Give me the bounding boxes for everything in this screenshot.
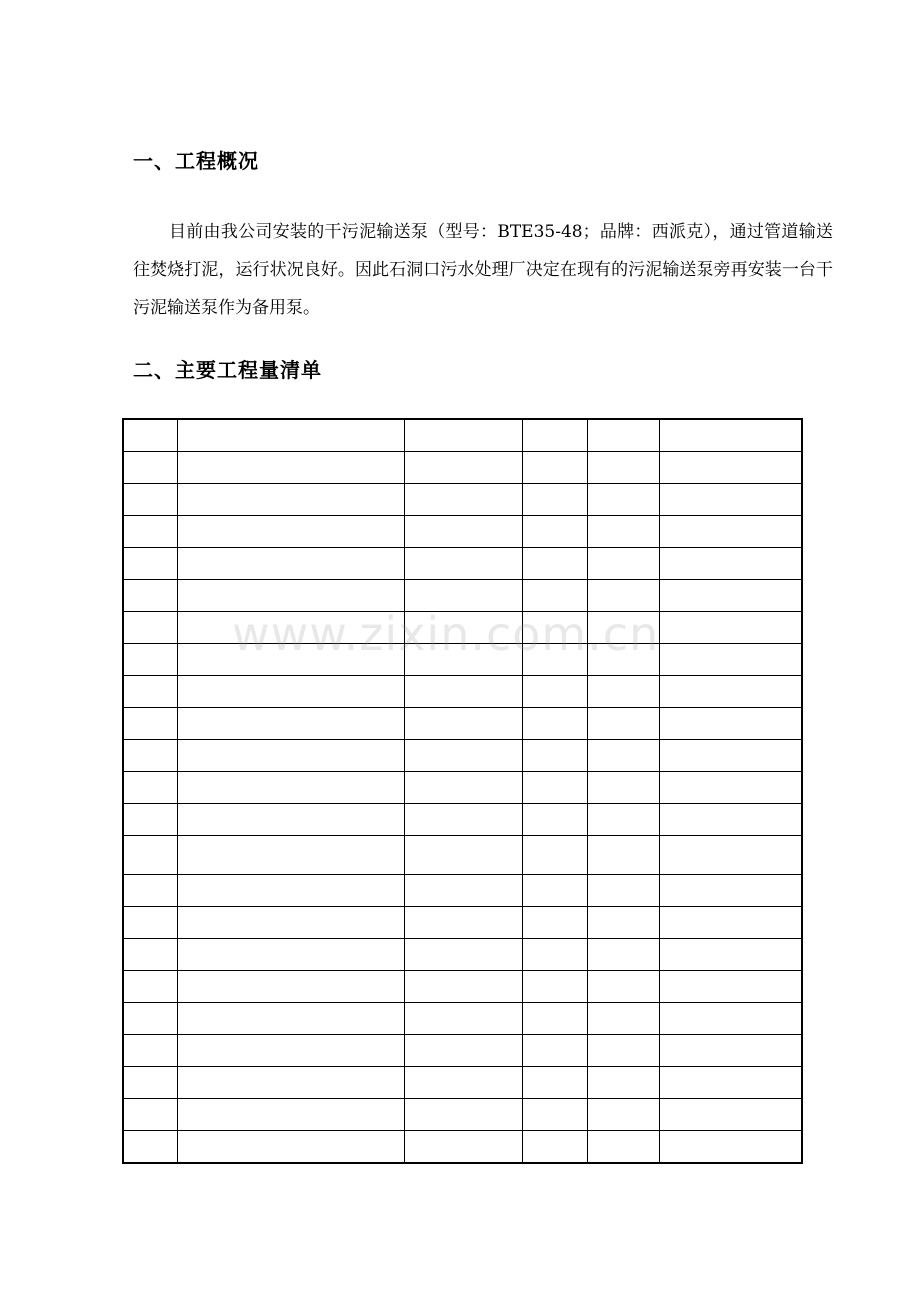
table-cell <box>177 484 404 516</box>
table-cell <box>587 676 659 708</box>
table-cell <box>522 548 587 580</box>
table-cell <box>404 971 522 1003</box>
table-cell <box>404 939 522 971</box>
table-cell <box>404 612 522 644</box>
table-cell <box>522 1099 587 1131</box>
table-cell <box>659 1099 802 1131</box>
table-cell <box>522 1131 587 1164</box>
table-cell <box>177 708 404 740</box>
table-cell <box>587 516 659 548</box>
table-cell <box>177 804 404 836</box>
table-row <box>123 419 802 452</box>
table-cell <box>659 676 802 708</box>
table-row <box>123 1067 802 1099</box>
table-cell <box>659 612 802 644</box>
table-cell <box>123 452 177 484</box>
table-cell <box>587 836 659 875</box>
table-cell <box>522 452 587 484</box>
table-cell <box>587 419 659 452</box>
table-cell <box>123 676 177 708</box>
table-cell <box>404 419 522 452</box>
table-cell <box>587 1003 659 1035</box>
table-cell <box>587 804 659 836</box>
table-row <box>123 548 802 580</box>
table-cell <box>123 548 177 580</box>
table-row <box>123 907 802 939</box>
table-cell <box>404 708 522 740</box>
table-cell <box>404 1035 522 1067</box>
table-cell <box>123 1003 177 1035</box>
table-cell <box>123 804 177 836</box>
table-cell <box>123 740 177 772</box>
table-cell <box>123 612 177 644</box>
table-cell <box>659 516 802 548</box>
table-row <box>123 516 802 548</box>
table-cell <box>123 644 177 676</box>
table-cell <box>123 708 177 740</box>
table-cell <box>123 580 177 612</box>
table-cell <box>177 1131 404 1164</box>
table-cell <box>522 612 587 644</box>
table-cell <box>522 907 587 939</box>
table-cell <box>587 939 659 971</box>
table-cell <box>177 971 404 1003</box>
table-row <box>123 804 802 836</box>
table-cell <box>177 548 404 580</box>
table-cell <box>123 971 177 1003</box>
table-cell <box>123 1067 177 1099</box>
table-cell <box>177 612 404 644</box>
table-cell <box>587 875 659 907</box>
table-cell <box>587 708 659 740</box>
table-cell <box>522 644 587 676</box>
table-cell <box>659 644 802 676</box>
table-row <box>123 580 802 612</box>
table-cell <box>177 1099 404 1131</box>
table-cell <box>659 484 802 516</box>
table-cell <box>123 516 177 548</box>
table-cell <box>177 419 404 452</box>
table-cell <box>177 516 404 548</box>
table-cell <box>177 907 404 939</box>
table-cell <box>659 971 802 1003</box>
table-cell <box>522 708 587 740</box>
table-cell <box>404 740 522 772</box>
table-cell <box>522 939 587 971</box>
table-cell <box>404 1067 522 1099</box>
table-cell <box>522 1035 587 1067</box>
table-cell <box>522 836 587 875</box>
table-cell <box>659 708 802 740</box>
table-cell <box>404 452 522 484</box>
table-row <box>123 836 802 875</box>
table-cell <box>522 971 587 1003</box>
section-heading-overview: 一、工程概况 <box>133 149 259 173</box>
table-cell <box>123 1131 177 1164</box>
table-cell <box>177 939 404 971</box>
table-row <box>123 1035 802 1067</box>
table-cell <box>404 580 522 612</box>
table-row <box>123 939 802 971</box>
table-cell <box>659 580 802 612</box>
table-cell <box>659 1003 802 1035</box>
table-cell <box>177 676 404 708</box>
table-cell <box>587 1035 659 1067</box>
table-cell <box>522 580 587 612</box>
table-cell <box>659 1067 802 1099</box>
table-cell <box>177 1067 404 1099</box>
table-row <box>123 772 802 804</box>
table-cell <box>522 1067 587 1099</box>
table-cell <box>404 548 522 580</box>
table-cell <box>659 804 802 836</box>
table-cell <box>659 772 802 804</box>
table-cell <box>659 939 802 971</box>
table-cell <box>404 1131 522 1164</box>
table-cell <box>659 419 802 452</box>
table-cell <box>123 907 177 939</box>
table-cell <box>123 1035 177 1067</box>
table-cell <box>587 644 659 676</box>
table-row <box>123 612 802 644</box>
table-cell <box>522 676 587 708</box>
table-cell <box>123 484 177 516</box>
table-cell <box>177 836 404 875</box>
section-heading-quantity-list: 二、主要工程量清单 <box>133 358 322 382</box>
table-row <box>123 452 802 484</box>
table-cell <box>587 484 659 516</box>
table-cell <box>659 548 802 580</box>
table-cell <box>587 1131 659 1164</box>
overview-paragraph: 目前由我公司安装的干污泥输送泵（型号：BTE35-48；品牌：西派克），通过管道输送往焚烧打泥，运行状况良好。因此石洞口污水处理厂决定在现有的污泥输送泵旁再安装一台干污泥输送泵作为备用泵。 <box>133 222 833 318</box>
quantity-table <box>122 418 803 1164</box>
table-cell <box>587 452 659 484</box>
table-cell <box>177 1003 404 1035</box>
table-cell <box>123 836 177 875</box>
table-row <box>123 676 802 708</box>
table-cell <box>404 836 522 875</box>
table-cell <box>177 875 404 907</box>
table-cell <box>587 772 659 804</box>
table-cell <box>522 804 587 836</box>
table-cell <box>522 419 587 452</box>
table-cell <box>177 740 404 772</box>
table-cell <box>522 516 587 548</box>
table-cell <box>659 836 802 875</box>
table-cell <box>659 452 802 484</box>
table-cell <box>177 644 404 676</box>
table-cell <box>587 612 659 644</box>
table-row <box>123 644 802 676</box>
table-row <box>123 708 802 740</box>
table-cell <box>123 875 177 907</box>
table-cell <box>659 1131 802 1164</box>
table-cell <box>177 1035 404 1067</box>
table-cell <box>659 1035 802 1067</box>
table-cell <box>659 907 802 939</box>
table-cell <box>659 875 802 907</box>
table-cell <box>587 971 659 1003</box>
table-cell <box>123 1099 177 1131</box>
table-row <box>123 875 802 907</box>
table-cell <box>522 484 587 516</box>
table-cell <box>404 804 522 836</box>
table-cell <box>404 1099 522 1131</box>
table-row <box>123 740 802 772</box>
table-row <box>123 1131 802 1164</box>
table-cell <box>177 580 404 612</box>
table-cell <box>522 772 587 804</box>
table-cell <box>522 875 587 907</box>
table-row <box>123 1003 802 1035</box>
table-cell <box>404 644 522 676</box>
table-cell <box>587 740 659 772</box>
table-cell <box>587 548 659 580</box>
table-cell <box>404 875 522 907</box>
watermark: www.zixin.com.cn <box>232 607 660 661</box>
table-cell <box>587 1067 659 1099</box>
table-cell <box>123 939 177 971</box>
table-row <box>123 971 802 1003</box>
table-cell <box>522 1003 587 1035</box>
table-cell <box>123 419 177 452</box>
table-row <box>123 484 802 516</box>
table-cell <box>177 772 404 804</box>
table-cell <box>587 1099 659 1131</box>
table-cell <box>177 452 404 484</box>
table-cell <box>404 907 522 939</box>
table-cell <box>404 772 522 804</box>
table-cell <box>587 907 659 939</box>
table-cell <box>404 484 522 516</box>
table-cell <box>404 1003 522 1035</box>
table-row <box>123 1099 802 1131</box>
table-cell <box>587 580 659 612</box>
table-cell <box>404 516 522 548</box>
table-cell <box>123 772 177 804</box>
table-cell <box>522 740 587 772</box>
table-cell <box>659 740 802 772</box>
table-cell <box>404 676 522 708</box>
